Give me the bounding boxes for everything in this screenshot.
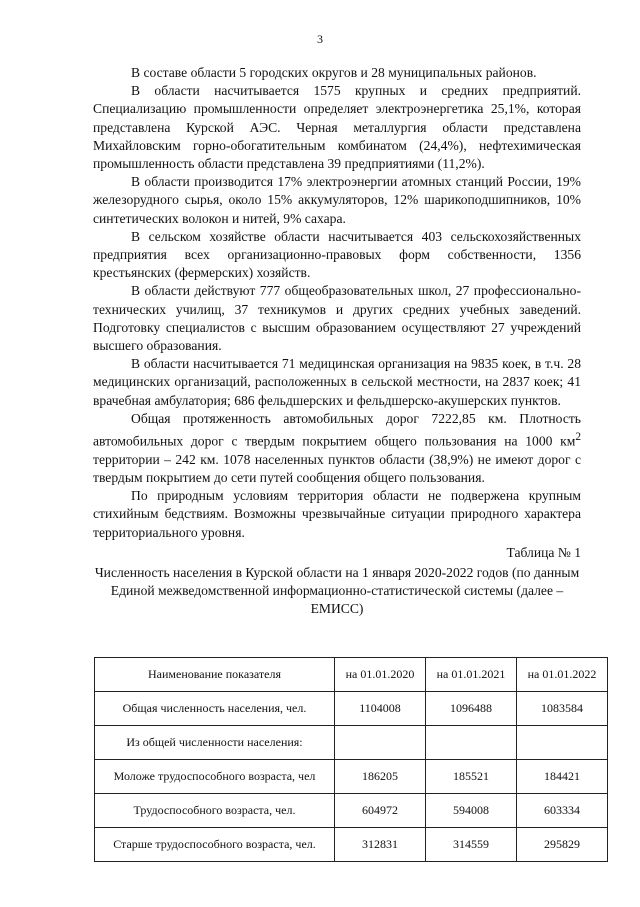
table-cell: 603334 [517,794,608,828]
table-cell: 295829 [517,828,608,862]
table-cell [426,726,517,760]
table-cell: 604972 [335,794,426,828]
paragraph-nature: По природным условиям территория области не подвержена крупным стихийным бедствиям. Возможны чрезвычайные ситуации природного характера территориального уровня. [93,488,581,540]
population-table [94,657,608,862]
table-row [95,828,608,862]
table-cell: Моложе трудоспособного возраста, чел [95,760,335,794]
roads-text-after: территории – 242 км. 1078 населенных пунктов области (38,9%) не имеют дорог с твердым покрытием до сети путей сообщения общего пользования. [93,451,581,485]
table-row [95,760,608,794]
paragraph-medicine: В области насчитывается 71 медицинская организация на 9835 коек, в т.ч. 28 медицинских организаций, расположенных в сельской местности, на 2837 коек; 41 врачебная амбулатория; 686 фельдшерских и фельдшерско-акушерских пунктов. [93,356,581,408]
table-row [95,692,608,726]
table-row [95,794,608,828]
page-number: 3 [317,32,323,46]
table-cell: 314559 [426,828,517,862]
paragraph-districts: В составе области 5 городских округов и 28 муниципальных районов. [131,65,537,80]
table-cell: 186205 [335,760,426,794]
table-cell: 1104008 [335,692,426,726]
table-cell: Старше трудоспособного возраста, чел. [95,828,335,862]
table-header-cell: на 01.01.2022 [517,658,608,692]
paragraph-agriculture: В сельском хозяйстве области насчитывается 403 сельскохозяйственных предприятия всех организационно-правовых форм собственности, 1356 крестьянских (фермерских) хозяйств. [93,228,581,281]
table-cell: 1083584 [517,692,608,726]
table-label: Таблица № 1 [506,544,581,560]
table-cell: 1096488 [426,692,517,726]
table-cell: 184421 [517,760,608,794]
table-cell: Трудоспособного возраста, чел. [95,794,335,828]
paragraph-industry: В области насчитывается 1575 крупных и средних предприятий. Специализацию промышленности определяет электроэнергетика 25,1%, которая представлена Курской АЭС. Черная металлургия области представлена Михайловским горно-обогатительным комбинатом (24,4%), нефтехимическая промышленность области представлена 39 предприятиями (11,2%). [93,83,581,172]
table-cell: Из общей численности населения: [95,726,335,760]
table-cell [335,726,426,760]
table-header-cell: на 01.01.2021 [426,658,517,692]
roads-superscript: 2 [575,431,581,444]
table-cell: 312831 [335,828,426,862]
table-cell: 594008 [426,794,517,828]
table-cell: 185521 [426,760,517,794]
paragraph-production: В области производится 17% электроэнергии атомных станций России, 19% железорудного сырья, около 15% аккумуляторов, 12% шарикоподшипников, 10% синтетических волокон и нитей, 9% сахара. [93,174,581,226]
paragraph-education: В области действуют 777 общеобразовательных школ, 27 профессионально-технических училищ, 37 техникумов и других средних учебных заведений. Подготовку специалистов с высшим образованием осуществляют 27 учреждений высшего образования. [93,283,581,354]
paragraph-roads [93,410,581,487]
document-body [93,64,581,618]
roads-text-before: Общая протяженность автомобильных дорог 7222,85 км. Плотность автомобильных дорог с твердым покрытием общего пользования на 1000 км [93,410,581,449]
table-title: Численность населения в Курской области на 1 января 2020-2022 годов (по данным Единой межведомственной информационно-статистической системы (далее – ЕМИСС) [94,565,580,617]
table-cell: Общая численность населения, чел. [95,692,335,726]
table-header-cell: на 01.01.2020 [335,658,426,692]
table-cell [517,726,608,760]
table-row [95,726,608,760]
table-header-row [95,658,608,692]
table-header-cell: Наименование показателя [95,658,335,692]
